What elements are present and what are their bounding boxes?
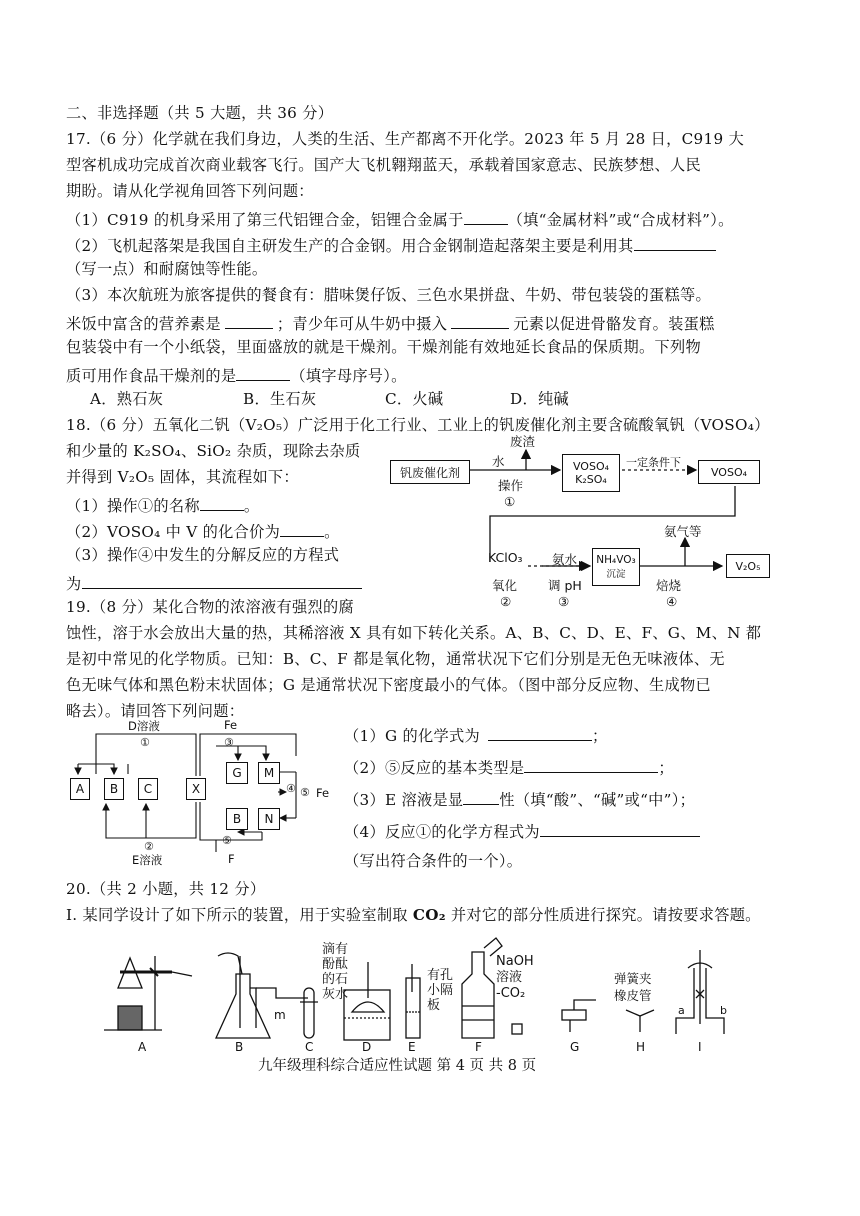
q17-part-3-text-d: 质可用作食品干燥剂的是 [66, 367, 237, 385]
f-text-2: 溶液 [496, 970, 523, 985]
d-solution-label: D溶液 [128, 719, 160, 733]
q19-line-3: 是初中常见的化学物质。已知：B、C、F 都是氧化物，通常状况下它们分别是无色无味液体、无 [66, 650, 725, 668]
q17-line-3: 期盼。请从化学视角回答下列问题： [66, 182, 314, 200]
answer-blank[interactable] [463, 790, 499, 805]
flow-roast: 焙烧 [656, 578, 682, 593]
flow-ammonia-gas: 氨气等 [664, 524, 702, 539]
q18-sub-2-end: 。 [324, 523, 340, 541]
q18-sub-3b-text: 为 [66, 575, 82, 593]
q18-sub-1-end: 。 [243, 497, 260, 515]
h-text-1: 弹簧夹 [614, 971, 652, 986]
apparatus-c-text [322, 942, 348, 1002]
flow-mixture-box [562, 454, 620, 492]
reaction-4-label: ④ [286, 782, 296, 795]
answer-blank[interactable] [225, 314, 273, 329]
node-b2: B [226, 808, 248, 830]
option-b: B．生石灰 [243, 390, 317, 408]
answer-blank[interactable] [280, 522, 324, 537]
q17-part-3-line-4 [66, 366, 407, 384]
flow-water: 水 [492, 454, 505, 469]
q17-part-1-text: （1）C919 的机身采用了第三代铝锂合金，铝锂合金属于 [66, 211, 464, 229]
q19-sub-1-text: （1）G 的化学式为 [344, 727, 480, 745]
apparatus-label-b: B [235, 1040, 244, 1054]
e-solution-label: E溶液 [132, 853, 163, 867]
flow-nh4: NH₄VO₃ [596, 554, 636, 566]
c-text-2: 酚酞 [322, 957, 349, 972]
q18-flow-diagram [380, 430, 780, 610]
q17-part-3-text-e: （填字母序号）。 [290, 367, 407, 385]
q19-line-2: 蚀性，溶于水会放出大量的热，其稀溶液 X 具有如下转化关系。A、B、C、D、E、F、G、M、N 都 [66, 624, 762, 642]
apparatus-h-text [614, 970, 652, 1004]
flow-vos-box: VOSO₄ [698, 460, 760, 484]
q19-sub-2-text: （2）⑤反应的基本类型是 [344, 759, 525, 777]
flow-ph: 调 pH [548, 578, 582, 593]
reaction-2-label: ② [144, 840, 154, 853]
h-text-2: 橡皮管 [614, 988, 652, 1003]
q17-part-2-end: （写一点）和耐腐蚀等性能。 [66, 260, 268, 278]
q19-sub-2 [344, 758, 674, 776]
section-heading: 二、非选择题（共 5 大题，共 36 分） [66, 104, 334, 122]
q17-part-1-hint: （填“金属材料”或“合成材料”）。 [507, 211, 734, 229]
f-bottom-label: F [228, 852, 235, 866]
q17-part-3-line-2 [66, 314, 715, 332]
c-text-3: 的石 [322, 972, 349, 987]
q20-co2: CO₂ [412, 906, 446, 924]
page-footer: 九年级理科综合适应性试题 第 4 页 共 8 页 [258, 1058, 537, 1074]
e-text-3: 板 [427, 998, 441, 1013]
apparatus-label-h: H [636, 1040, 646, 1054]
flow-ph-num: ③ [558, 594, 570, 609]
flow-roast-num: ④ [666, 594, 678, 609]
q17-part-3-line-1: （3）本次航班为旅客提供的餐食有：腊味煲仔饭、三色水果拼盘、牛奶、带包装袋的蛋糕等。 [66, 286, 711, 304]
f-text-1: NaOH [496, 954, 534, 969]
answer-blank[interactable] [488, 726, 592, 741]
answer-blank[interactable] [200, 496, 244, 511]
q20-line-2c: 并对它的部分性质进行探究。请按要求答题。 [445, 906, 761, 924]
reaction-3-label: ③ [224, 736, 234, 749]
apparatus-label-i-b: b [720, 1004, 727, 1017]
apparatus-label-i-a: a [678, 1004, 685, 1017]
q19-sub-4-text: （4）反应①的化学方程式为 [344, 823, 540, 841]
flow-precip: 沉淀 [606, 569, 626, 580]
c-text-1: 滴有 [322, 942, 349, 957]
q18-line-3: 并得到 V₂O₅ 固体，其流程如下： [66, 468, 299, 486]
node-x: X [186, 778, 206, 800]
q18-sub-3-cont [66, 574, 362, 592]
q18-sub-2-text: （2）VOSO₄ 中 V 的化合价为 [66, 523, 281, 541]
q19-line-1: 19.（8 分）某化合物的浓溶液有强烈的腐 [66, 598, 354, 616]
apparatus-e-text [427, 968, 453, 1013]
q19-sub-3-end: 性（填“酸”、“碱”或“中”）； [499, 791, 696, 809]
flow-op1-num: ① [504, 494, 516, 509]
q20-line-2 [66, 908, 761, 923]
q18-sub-2 [66, 522, 340, 540]
q17-part-3-line-3: 包装袋中有一个小纸袋，里面盛放的就是干燥剂。干燥剂能有效地延长食品的保质期。下列物 [66, 338, 701, 356]
option-a: A．熟石灰 [90, 390, 164, 408]
node-n: N [258, 808, 280, 830]
q18-sub-1 [66, 496, 259, 514]
answer-blank[interactable] [540, 822, 700, 837]
flow-oxidize: 氧化 [492, 578, 518, 593]
apparatus-label-m: m [274, 1008, 286, 1022]
apparatus-label-e: E [408, 1040, 416, 1054]
answer-blank[interactable] [634, 236, 716, 251]
q19-sub-3-text: （3）E 溶液是显 [344, 791, 464, 809]
q19-sub-5: （写出符合条件的一个）。 [344, 852, 523, 870]
flow-oxidize-num: ② [500, 594, 512, 609]
q17-part-3-text-a: 米饭中富含的营养素是 [66, 315, 221, 333]
q19-sub-3 [344, 790, 695, 808]
q17-line-1: 17.（6 分）化学就在我们身边，人类的生活、生产都离不开化学。2023 年 5 月 28 日，C919 大 [66, 130, 745, 148]
reaction-5b-label: ⑤ [222, 834, 232, 847]
apparatus-label-c: C [305, 1040, 314, 1054]
q18-sub-3: （3）操作④中发生的分解反应的方程式 [66, 546, 340, 564]
flow-residue: 废渣 [510, 434, 536, 449]
q19-sub-4 [344, 822, 700, 840]
apparatus-label-a: A [138, 1040, 147, 1054]
q17-part-1 [66, 210, 734, 228]
flow-start-box: 钒废催化剂 [390, 460, 470, 484]
apparatus-f-text [496, 954, 534, 1002]
apparatus-label-f: F [475, 1040, 482, 1054]
answer-blank[interactable] [236, 366, 290, 381]
answer-blank[interactable] [82, 574, 362, 589]
q17-line-2: 型客机成功完成首次商业载客飞行。国产大飞机翱翔蓝天，承载着国家意志、民族梦想、人民 [66, 156, 701, 174]
option-d: D．纯碱 [510, 390, 569, 408]
q17-part-3-text-b: ；青少年可从牛奶中摄入 [276, 315, 448, 333]
q19-transform-diagram [66, 716, 336, 866]
q17-part-2-text: （2）飞机起落架是我国自主研发生产的合金钢。用合金钢制造起落架主要是利用其 [66, 237, 634, 255]
flow-nh4-box [592, 548, 640, 586]
e-text-1: 有孔 [427, 968, 454, 983]
q19-line-4: 色无味气体和黑色粉末状固体；G 是通常状况下密度最小的气体。（图中部分反应物、生成物已 [66, 676, 711, 694]
flow-mix-vos: VOSO₄ [572, 460, 610, 473]
q19-line-5: 略去）。请回答下列问题： [66, 702, 245, 720]
q18-line-1: 18.（6 分）五氧化二钒（V₂O₅）广泛用于化工行业、工业上的钒废催化剂主要含硫酸氧钒（VOSO₄） [66, 416, 770, 434]
fe-side-label: Fe [316, 786, 330, 800]
answer-blank[interactable] [464, 210, 508, 225]
e-text-2: 小隔 [427, 983, 454, 998]
q17-part-3-text-c: 元素以促进骨骼发育。装蛋糕 [513, 315, 715, 333]
flow-condition: 一定条件下 [626, 456, 681, 469]
c-text-4: 灰水 [322, 987, 349, 1002]
q18-line-2: 和少量的 K₂SO₄、SiO₂ 杂质，现除去杂质 [66, 442, 361, 460]
option-c: C．火碱 [385, 390, 444, 408]
node-m: M [258, 762, 280, 784]
q19-sub-1 [344, 726, 607, 744]
flow-mix-k2so4: K₂SO₄ [575, 473, 607, 486]
flow-product-box: V₂O₅ [726, 554, 770, 578]
reaction-1-label: ① [140, 736, 150, 749]
q20-line-1: 20.（共 2 小题，共 12 分） [66, 880, 266, 898]
answer-blank[interactable] [451, 314, 509, 329]
reaction-5-label: ⑤ [300, 786, 310, 799]
q19-sub-2-end: ； [658, 759, 674, 777]
fe-top-label: Fe [224, 718, 238, 732]
q17-part-2 [66, 236, 716, 254]
apparatus-illustration [100, 928, 740, 1054]
q20-line-2a: I. 某同学设计了如下所示的装置，用于实验室制取 [66, 906, 413, 924]
apparatus-label-d: D [362, 1040, 372, 1054]
flow-ammonia: 氨水 [552, 552, 578, 567]
node-b: B [104, 778, 124, 800]
answer-blank[interactable] [524, 758, 658, 773]
apparatus-label-g: G [570, 1040, 580, 1054]
q19-sub-1-end: ； [591, 727, 608, 745]
flow-kclo3: KClO₃ [488, 550, 523, 565]
node-g: G [226, 762, 248, 784]
q18-sub-1-text: （1）操作①的名称 [66, 497, 200, 515]
apparatus-label-i: I [698, 1040, 702, 1054]
node-a: A [70, 778, 90, 800]
flow-op1: 操作 [498, 478, 524, 493]
f-text-3: -CO₂ [496, 986, 526, 1001]
node-c: C [138, 778, 158, 800]
